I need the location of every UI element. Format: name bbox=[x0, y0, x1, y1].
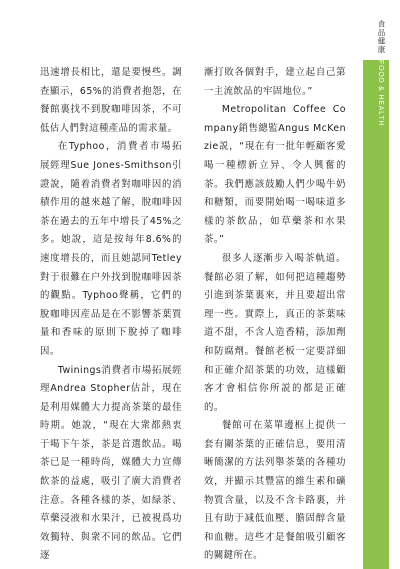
paragraph-twinings: Twinings消費者市場拓展經理Andrea Stopher估計，現在是利用媒體大力提高茶葉的最佳時期。她說，“現在大衆都熱衷于喝下午茶，茶是首選飲品。喝茶已是一種時尚，媒體大力宣傳飲茶的益處，吸引了廣大消費者注意。各種各樣的茶，如緑茶、草藥浸液和水果汁，已被視爲功效獨特、與衆不同的飲品。它們逐 bbox=[40, 364, 182, 562]
article-column-right bbox=[204, 64, 346, 566]
paragraph-menu-tip: 餐館可在菜單邊框上提供一套有關茶葉的正確信息，要用清晰簡潔的方法列舉茶葉的各種功效，并顯示其豐富的維生素和礦物質含量，以及不含卡路裏，并且有助于减低血壓、膽固醇含量和血糖。這些才是餐館吸引顧客的關鍵所在。 bbox=[204, 420, 346, 562]
paragraph-continued-quote: 漸打敗各個對手，建立起自己第一主流飲品的牢固地位。” bbox=[204, 67, 346, 97]
paragraph-continued: 迅速增長相比，還是要慢些。調查顯示，65%的消費者抱怨，在餐館裏找不到脫咖啡因茶，不可低估人們對這種產品的需求量。 bbox=[40, 67, 182, 134]
article-column-left bbox=[40, 64, 182, 566]
section-label-en: FOOD & HEALTH bbox=[377, 60, 384, 127]
paragraph-typhoo: 在Typhoo，消費者市場拓展經理Sue Jones-Smithson引證說，隨着消費者對咖啡因的消積作用的越來越了解，脫咖啡因茶在過去的五年中增長了45%之多。她說，這是按每年8.6%的速度增長的，而且她認同Tetley對于很難在户外找到脫咖啡因茶的觀點。Typhoo聲稱，它們的脫咖啡因産品是在不影響茶葉質量和香味的原則下脫掉了咖啡因。 bbox=[40, 141, 182, 357]
paragraph-trend: 很多人逐漸步入喝茶軌道。餐館必須了解，如何把這種趨勢引進到茶葉裏來，并且要超出常理一些。實際上，真正的茶葉味道不甜，不含人造香精，添加劑和防腐劑。餐館老板一定要詳細和正確介紹茶葉的功效，這樣顧客才會相信你所説的都是正確的。 bbox=[204, 252, 346, 413]
paragraph-metropolitan: Metropolitan Coffee Company銷售總監Angus McKenzie説，“現在有一批年輕顧客愛喝一種標新立异、令人興奮的茶。我們應該鼓勵人們少喝牛奶和糖類，而要開始喝一喝味道多樣的茶飲品，如草藥茶和水果茶。” bbox=[204, 104, 346, 246]
section-label-zh: 食品健康 bbox=[377, 20, 386, 54]
